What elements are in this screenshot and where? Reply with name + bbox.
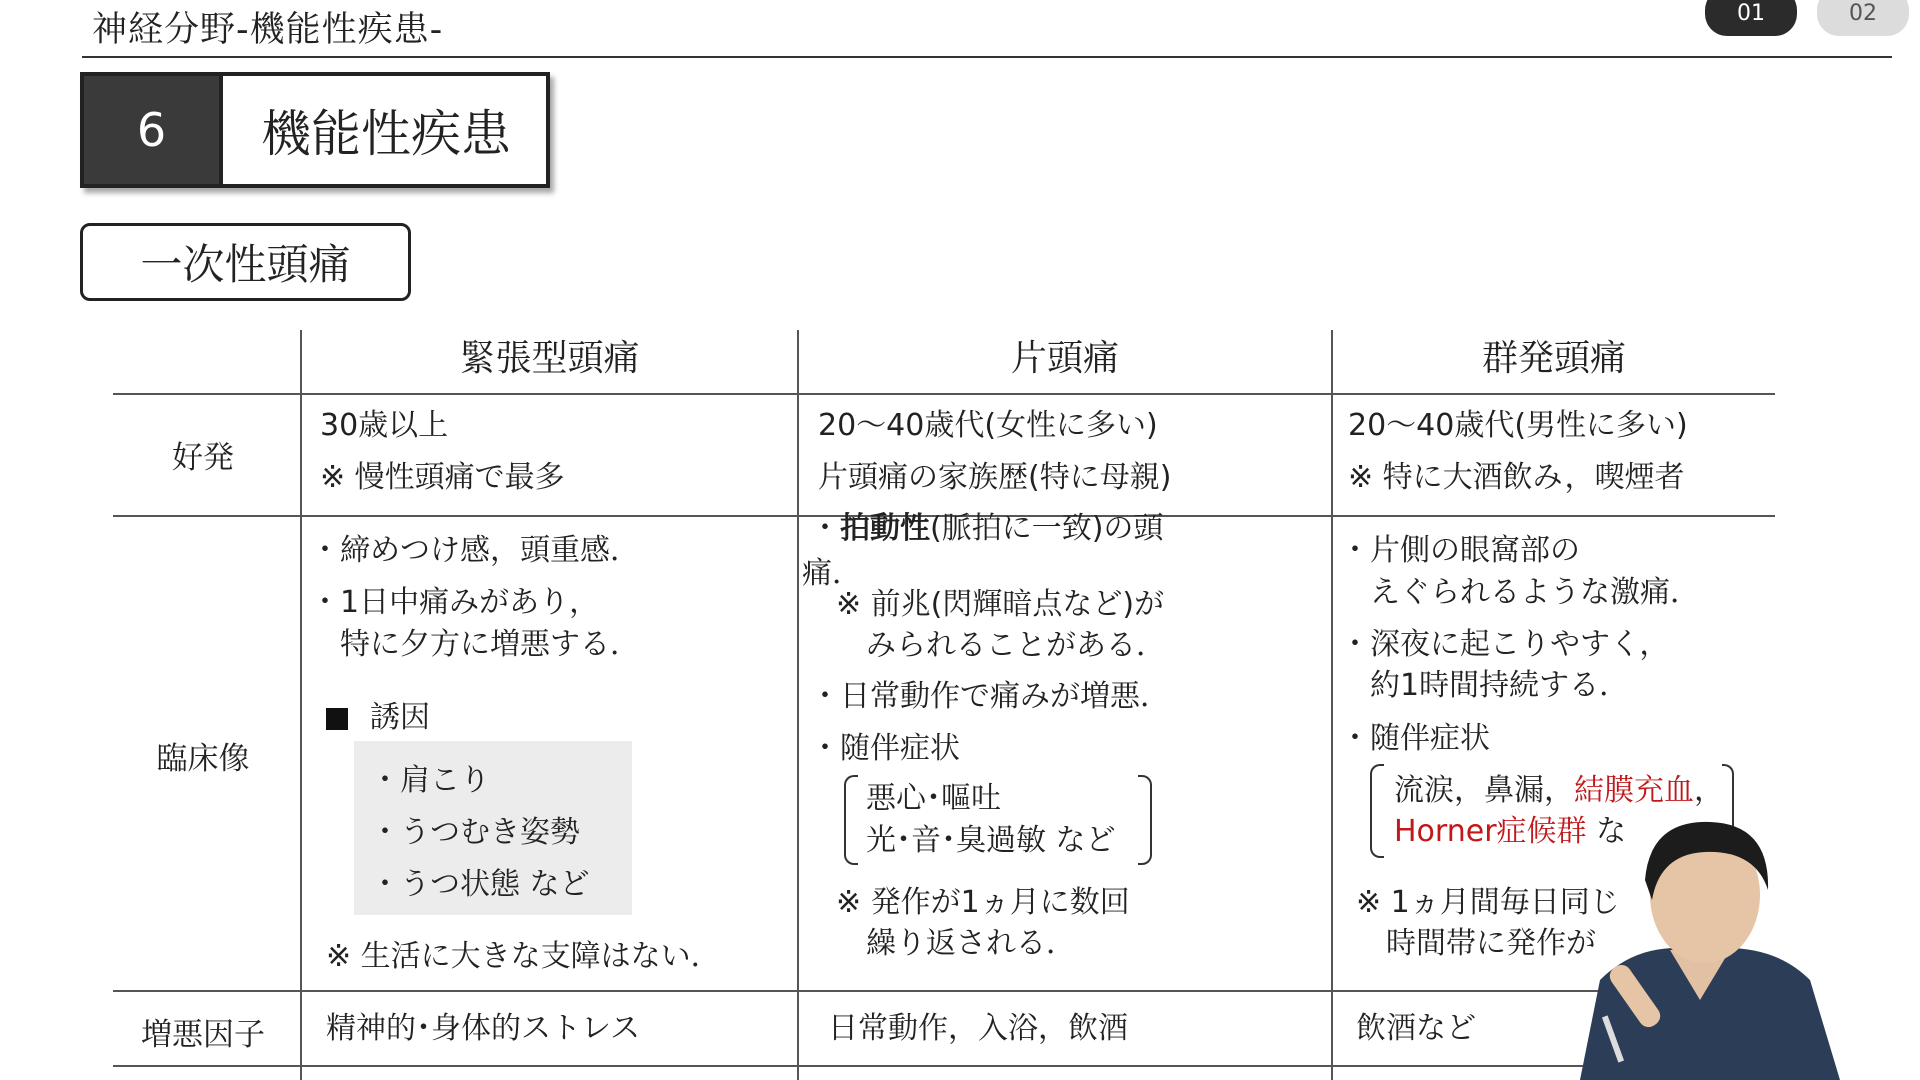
tension-clinical-1: ・締めつけ感，頭重感． bbox=[310, 533, 640, 568]
cluster-clinical-3: ・深夜に起こりやすく， bbox=[1340, 627, 1670, 662]
cluster-clinical-4: 約1時間持続する． bbox=[1340, 668, 1630, 703]
migraine-pulsatile-wrap: 痛． bbox=[802, 556, 862, 591]
migraine-freq-1: ※ 発作が1ヵ月に数回 bbox=[836, 885, 1130, 920]
assoc-bracket-left bbox=[844, 775, 858, 865]
table-col-divider bbox=[1331, 330, 1333, 1080]
cluster-clinical-2: えぐられるような激痛． bbox=[1340, 575, 1700, 610]
row-label-onset: 好発 bbox=[172, 440, 234, 476]
trigger-item: ・肩こり bbox=[370, 763, 490, 798]
section-heading bbox=[80, 72, 550, 188]
migraine-aura-2: みられることがある． bbox=[836, 628, 1166, 663]
migraine-pulsatile: ・拍動性(脈拍に一致)の頭 bbox=[810, 511, 1164, 546]
cluster-aggravating: 飲酒など bbox=[1356, 1011, 1476, 1046]
trigger-heading-label: 誘因 bbox=[370, 700, 430, 735]
square-bullet-icon bbox=[326, 708, 348, 730]
tension-aggravating: 精神的･身体的ストレス bbox=[326, 1011, 641, 1046]
assoc-text: 流涙，鼻漏， bbox=[1394, 773, 1574, 808]
pulsatile-rest: (脈拍に一致)の頭 bbox=[930, 511, 1164, 546]
header-divider bbox=[82, 56, 1892, 58]
migraine-aura-1: ※ 前兆(閃輝暗点など)が bbox=[836, 587, 1165, 622]
column-header-migraine: 片頭痛 bbox=[1010, 338, 1119, 379]
trigger-item: ・うつむき姿勢 bbox=[370, 815, 580, 850]
tension-trigger-heading bbox=[326, 697, 430, 739]
table-col-divider bbox=[797, 330, 799, 1080]
column-header-tension: 緊張型頭痛 bbox=[459, 338, 640, 379]
migraine-daily: ・日常動作で痛みが増悪． bbox=[810, 679, 1170, 714]
table-row-divider bbox=[113, 393, 1775, 395]
page-tab-01[interactable]: 01 bbox=[1705, 0, 1797, 36]
pulsatile-bold: 拍動性 bbox=[840, 511, 930, 546]
cluster-clinical-1: ・片側の眼窩部の bbox=[1340, 533, 1580, 568]
tension-onset-2: ※ 慢性頭痛で最多 bbox=[320, 460, 565, 495]
migraine-onset-1: 20～40歳代(女性に多い) bbox=[818, 408, 1158, 443]
page-tab-02[interactable]: 02 bbox=[1817, 0, 1909, 36]
assoc-text: な bbox=[1586, 814, 1627, 849]
migraine-assoc-2: 光･音･臭過敏 など bbox=[866, 823, 1116, 858]
migraine-assoc-heading: ・随伴症状 bbox=[810, 731, 960, 766]
section-title: 機能性疾患 bbox=[219, 76, 546, 184]
migraine-aggravating: 日常動作，入浴，飲酒 bbox=[828, 1011, 1128, 1046]
assoc-red-text: 結膜充血 bbox=[1574, 773, 1694, 808]
table-row-divider bbox=[113, 1065, 1775, 1067]
presenter-figure bbox=[1540, 810, 1860, 1080]
section-number: 6 bbox=[84, 76, 219, 184]
cluster-freq-1: ※ 1ヵ月間毎日同じ bbox=[1356, 885, 1620, 920]
migraine-onset-2: 片頭痛の家族歴(特に母親) bbox=[818, 460, 1172, 495]
row-label-aggravating: 増悪因子 bbox=[141, 1017, 265, 1053]
subsection-label: 一次性頭痛 bbox=[80, 223, 411, 301]
table-col-divider bbox=[300, 330, 302, 1080]
assoc-bracket-right bbox=[1138, 775, 1152, 865]
tension-onset-1: 30歳以上 bbox=[320, 408, 449, 443]
page-header-title: 神経分野-機能性疾患- bbox=[92, 10, 444, 50]
trigger-item: ・うつ状態 など bbox=[370, 867, 590, 902]
assoc-red-text: Horner症候群 bbox=[1394, 814, 1587, 849]
cluster-assoc-heading: ・随伴症状 bbox=[1340, 721, 1490, 756]
presenter-video bbox=[1540, 810, 1860, 1080]
cluster-freq-2: 時間帯に発作が bbox=[1356, 926, 1596, 961]
migraine-assoc-1: 悪心･嘔吐 bbox=[866, 781, 1001, 816]
tension-clinical-2: ・1日中痛みがあり， bbox=[310, 585, 600, 620]
cluster-assoc-1 bbox=[1394, 770, 1724, 812]
cluster-onset-2: ※ 特に大酒飲み，喫煙者 bbox=[1348, 460, 1685, 495]
cluster-onset-1: 20～40歳代(男性に多い) bbox=[1348, 408, 1688, 443]
table-row-divider bbox=[113, 990, 1775, 992]
cluster-bracket-left bbox=[1370, 764, 1384, 858]
page-pager bbox=[1705, 0, 1909, 36]
tension-note: ※ 生活に大きな支障はない． bbox=[326, 939, 721, 974]
migraine-freq-2: 繰り返される． bbox=[836, 926, 1076, 961]
assoc-text: ， bbox=[1694, 773, 1724, 808]
column-header-cluster: 群発頭痛 bbox=[1481, 338, 1626, 379]
tension-clinical-3: 特に夕方に増悪する． bbox=[310, 627, 640, 662]
row-label-clinical: 臨床像 bbox=[156, 741, 250, 777]
